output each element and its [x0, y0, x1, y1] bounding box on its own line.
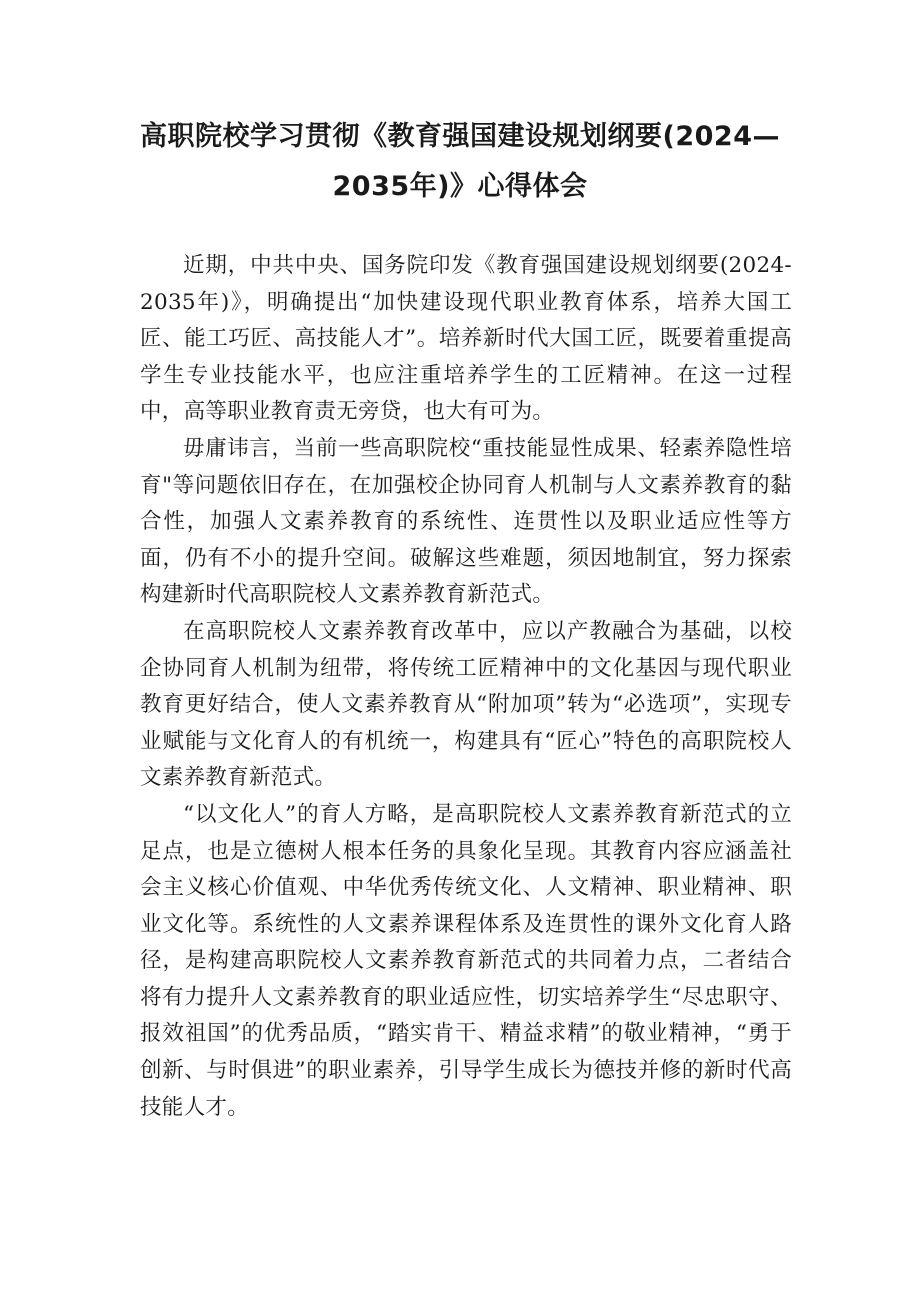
document-body: [140, 248, 792, 1126]
paragraph-3: 在高职院校人文素养教育改革中，应以产教融合为基础，以校企协同育人机制为纽带，将传统工匠精神中的文化基因与现代职业教育更好结合，使人文素养教育从“附加项”转为“必选项”，实现专业赋能与文化育人的有机统一，构建具有“匠心”特色的高职院校人文素养教育新范式。: [140, 618, 792, 791]
paragraph-2: 毋庸讳言，当前一些高职院校“重技能显性成果、轻素养隐性培育"等问题依旧存在，在加强校企协同育人机制与人文素养教育的黏合性，加强人文素养教育的系统性、连贯性以及职业适应性等方面，仍有不小的提升空间。破解这些难题，须因地制宜，努力探索构建新时代高职院校人文素养教育新范式。: [140, 435, 792, 608]
paragraph-1: 近期，中共中央、国务院印发《教育强国建设规划纲要(2024-2035年)》，明确提出“加快建设现代职业教育体系，培养大国工匠、能工巧匠、高技能人才”。培养新时代大国工匠，既要着重提高学生专业技能水平，也应注重培养学生的工匠精神。在这一过程中，高等职业教育责无旁贷，也大有可为。: [140, 253, 792, 425]
document-title: [120, 112, 800, 212]
document-title-line-2: 2035年)》心得体会: [332, 171, 588, 202]
document-title-line-1: 高职院校学习贯彻《教育强国建设规划纲要(2024—: [140, 121, 780, 152]
paragraph-4: “以文化人”的育人方略，是高职院校人文素养教育新范式的立足点，也是立德树人根本任务的具象化呈现。其教育内容应涵盖社会主义核心价值观、中华优秀传统文化、人文精神、职业精神、职业文化等。系统性的人文素养课程体系及连贯性的课外文化育人路径，是构建高职院校人文素养教育新范式的共同着力点，二者结合将有力提升人文素养教育的职业适应性，切实培养学生“尽忠职守、报效祖国”的优秀品质，“踏实肯干、精益求精”的敬业精神，“勇于创新、与时俱进”的职业素养，引导学生成长为德技并修的新时代高技能人才。: [140, 801, 792, 1120]
